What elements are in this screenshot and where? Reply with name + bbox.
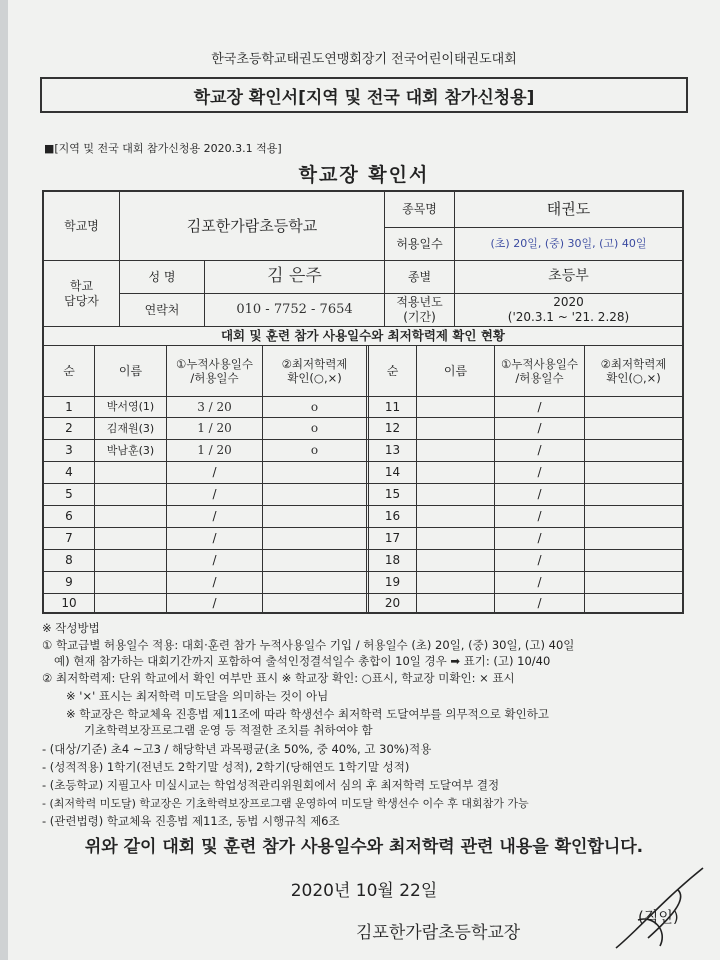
- note-line: ① 학교급별 허용일수 적용: 대회·훈련 참가 누적사용일수 기입 / 허용일수 (초) 20일, (중) 30일, (고) 40일: [42, 638, 575, 652]
- certificate-title: 학교장 확인서: [298, 164, 430, 186]
- manager-name-value: 김 은주: [267, 266, 322, 287]
- table-row-days-right: /: [537, 487, 542, 501]
- table-row-days-right: /: [537, 575, 542, 589]
- table-row-no-right: 14: [384, 465, 401, 479]
- organizer-title: 한국초등학교태권도연맹회장기 전국어린이태권도대회: [211, 52, 517, 67]
- allowed-days-label: 허용일수: [396, 236, 443, 251]
- note-line: ※ '×' 표시는 최저학력 미도달을 의미하는 것이 아님: [66, 689, 329, 703]
- school-name-value: 김포한가람초등학교: [186, 216, 318, 235]
- note-line: 기초학력보장프로그램 운영 등 적절한 조치를 취하여야 함: [84, 723, 373, 737]
- table-row-days: /: [212, 531, 217, 545]
- table-row-days: 1 / 20: [197, 421, 232, 435]
- table-row-no: 10: [61, 595, 77, 610]
- table-row-no: 3: [65, 443, 73, 457]
- note-line: - (관련법령) 학교체육 진흥법 제11조, 동법 시행규칙 제6조: [42, 814, 340, 828]
- confirmation-statement: 위와 같이 대회 및 훈련 참가 사용일수와 최저학력 관련 내용을 확인합니다.: [84, 837, 644, 857]
- usage-section-title: 대회 및 훈련 참가 사용일수와 최저학력제 확인 현황: [220, 328, 506, 344]
- table-row-no-right: 11: [384, 399, 401, 414]
- note-line: ② 최저학력제: 단위 학교에서 확인 여부만 표시 ※ 학교장 확인: ○표시, 학교장 미확인: × 표시: [42, 671, 515, 685]
- table-row-days-right: /: [537, 531, 542, 545]
- table-row-days-right: /: [537, 399, 542, 414]
- note-line: - (대상/기준) 초4 ~고3 / 해당학년 과목평균(초 50%, 중 40%, 고 30%)적용: [42, 742, 432, 756]
- table-row-name: 김재원(3): [106, 421, 155, 435]
- table-row-days: /: [212, 487, 217, 501]
- col-header-name-right: 이름: [443, 363, 468, 378]
- table-row-days: /: [212, 509, 217, 523]
- note-line: 예) 현재 참가하는 대회기간까지 포함하여 출석인정결석일수 총합이 10일 경우 ➡ 표기: (고) 10/40: [54, 654, 551, 668]
- note-line: - (성적적용) 1학기(전년도 2학기말 성적), 2학기(당해연도 1학기말 성적): [42, 760, 410, 774]
- table-row-days: /: [212, 465, 217, 479]
- table-row-no-right: 12: [384, 421, 401, 435]
- table-row-days: /: [212, 553, 217, 567]
- principal-name: 김포한가람초등학교장: [356, 923, 521, 943]
- official-seal-label: (직인): [638, 908, 679, 926]
- document-page: [8, 0, 720, 960]
- table-row-days-right: /: [537, 465, 542, 479]
- table-row-no-right: 16: [384, 509, 401, 523]
- table-row-no-right: 13: [384, 443, 401, 457]
- table-row-check: o: [310, 399, 319, 414]
- school-manager-label: 학교 담당자: [64, 278, 99, 308]
- table-row-no: 9: [65, 575, 73, 589]
- form-version-note: ■[지역 및 전국 대회 참가신청용 2020.3.1 적용]: [44, 142, 282, 155]
- col-header-days-right: ①누적사용일수 /허용일수: [501, 356, 578, 385]
- year-label: 적용년도 (기간): [396, 295, 443, 324]
- table-row-name: 박남훈(3): [106, 443, 155, 457]
- table-row-no: 8: [65, 553, 73, 567]
- handwritten-signature-icon: [608, 860, 716, 956]
- table-row-days-right: /: [537, 595, 542, 610]
- table-row-days-right: /: [537, 421, 542, 435]
- school-name-label: 학교명: [64, 218, 99, 233]
- table-row-no: 7: [65, 531, 73, 545]
- table-row-days-right: /: [537, 443, 542, 457]
- col-header-no-right: 순: [386, 363, 399, 378]
- event-label: 종목명: [402, 202, 437, 216]
- table-row-days: /: [212, 575, 217, 589]
- table-row-no: 5: [65, 487, 73, 501]
- table-row-check: o: [310, 421, 319, 435]
- table-row-no: 1: [65, 399, 73, 414]
- col-header-min-grade: ②최저학력제 확인(○,×): [281, 356, 348, 385]
- contact-value: 010 - 7752 - 7654: [236, 301, 353, 317]
- table-row-days-right: /: [537, 553, 542, 567]
- table-row-days: 3 / 20: [197, 399, 232, 414]
- note-line: ※ 학교장은 학교체육 진흥법 제11조에 따라 학생선수 최저학력 도달여부를 의무적으로 확인하고: [66, 707, 549, 721]
- col-header-days: ①누적사용일수 /허용일수: [176, 356, 253, 385]
- table-row-check: o: [310, 443, 319, 457]
- issue-date: 2020년 10월 22일: [290, 881, 438, 901]
- year-value: 2020: [553, 295, 584, 309]
- table-row-no: 6: [65, 509, 73, 523]
- col-header-no: 순: [63, 363, 75, 378]
- period-value: ('20.3.1 ~ '21. 2.28): [507, 310, 630, 324]
- event-value: 태권도: [546, 200, 591, 219]
- division-label: 종별: [407, 269, 432, 284]
- table-row-days: /: [212, 595, 217, 610]
- col-header-min-grade-right: ②최저학력제 확인(○,×): [600, 356, 667, 385]
- col-header-name: 이름: [118, 363, 143, 378]
- table-row-days: 1 / 20: [197, 443, 232, 457]
- division-value: 초등부: [548, 268, 589, 285]
- form-title: 학교장 확인서[지역 및 전국 대회 참가신청용]: [193, 87, 535, 108]
- table-row-no-right: 19: [384, 575, 401, 589]
- table-row-no-right: 20: [384, 595, 401, 610]
- note-line: - (최저학력 미도달) 학교장은 기초학력보장프로그램 운영하여 미도달 학생선수 이수 후 대회참가 가능: [42, 797, 529, 810]
- contact-label: 연락처: [144, 302, 180, 317]
- form-title-box: [40, 77, 688, 113]
- table-row-no-right: 18: [384, 553, 401, 567]
- table-row-no-right: 15: [384, 487, 401, 501]
- table-row-no-right: 17: [384, 531, 401, 545]
- form-frame: [42, 190, 684, 614]
- notes-heading: ※ 작성방법: [42, 621, 100, 635]
- table-row-days-right: /: [537, 509, 542, 523]
- allowed-days-value: (초) 20일, (중) 30일, (고) 40일: [490, 237, 647, 251]
- note-line: - (초등학교) 지필고사 미실시교는 학업성적관리위원회에서 심의 후 최저학력 도달여부 결정: [42, 778, 500, 792]
- table-row-name: 박서영(1): [106, 400, 155, 414]
- table-row-no: 4: [65, 465, 73, 479]
- manager-name-label: 성 명: [148, 269, 176, 284]
- table-row-no: 2: [65, 421, 73, 435]
